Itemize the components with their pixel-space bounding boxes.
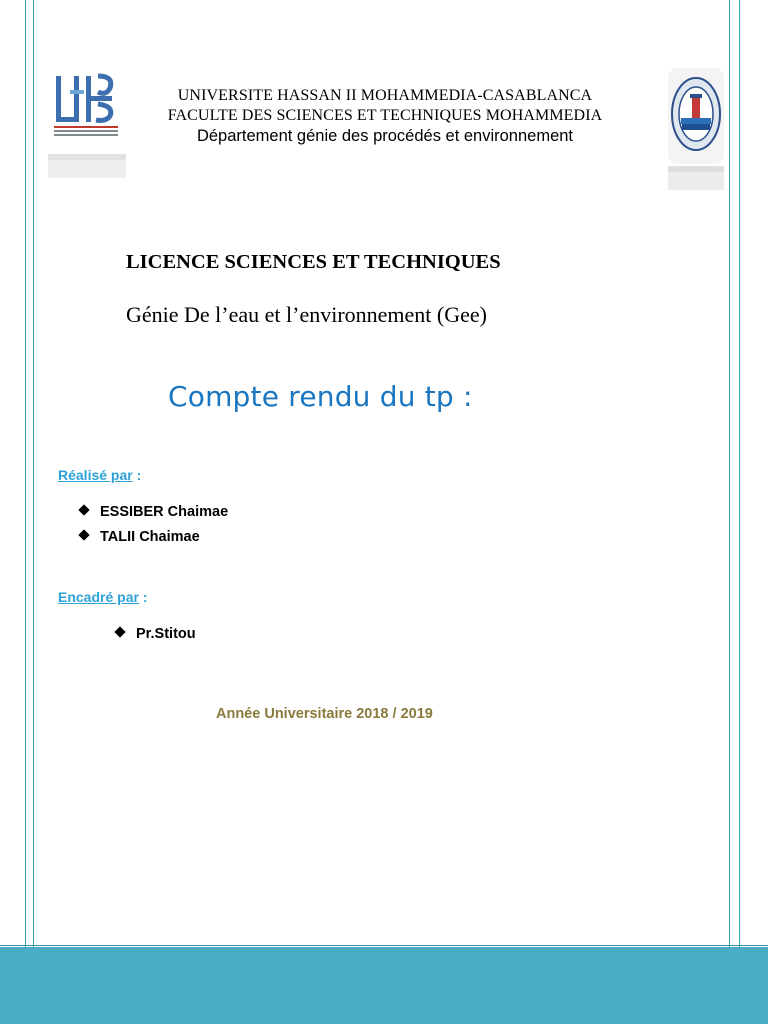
page-border-right — [739, 0, 740, 1024]
student-name: TALII Chaimae — [100, 529, 200, 545]
department-name: Département génie des procédés et environnement — [196, 127, 574, 145]
diamond-bullet-icon — [114, 626, 125, 637]
supervisor-name: Pr.Stitou — [136, 626, 196, 642]
specialty-title: Génie De l’eau et l’environnement (Gee) — [126, 302, 487, 327]
report-title: Compte rendu du tp : — [168, 380, 473, 413]
university-name: UNIVERSITE HASSAN II MOHAMMEDIA-CASABLANCA — [177, 87, 593, 104]
academic-year: Année Universitaire 2018 / 2019 — [216, 706, 433, 722]
footer-band — [0, 947, 768, 1024]
student-name: ESSIBER Chaimae — [100, 504, 229, 520]
diamond-bullet-icon — [78, 529, 89, 540]
student-item — [80, 504, 228, 520]
realise-par-label: Réalisé par : — [58, 467, 142, 483]
degree-title: LICENCE SCIENCES ET TECHNIQUES — [126, 251, 501, 273]
page-border-left-inner — [33, 0, 34, 1024]
institution-header — [130, 86, 640, 146]
footer-divider — [0, 945, 768, 946]
fst-mohammedia-seal — [668, 68, 724, 190]
faculty-name: FACULTE DES SCIENCES ET TECHNIQUES MOHAMMEDIA — [167, 107, 603, 124]
page-border-right-inner — [729, 0, 730, 1024]
university-hassan-ii-logo — [48, 70, 126, 178]
supervisor-item — [116, 626, 196, 642]
diamond-bullet-icon — [78, 504, 89, 515]
encadre-par-label: Encadré par : — [58, 589, 148, 605]
student-item — [80, 529, 200, 545]
page-border-left — [25, 0, 26, 1024]
